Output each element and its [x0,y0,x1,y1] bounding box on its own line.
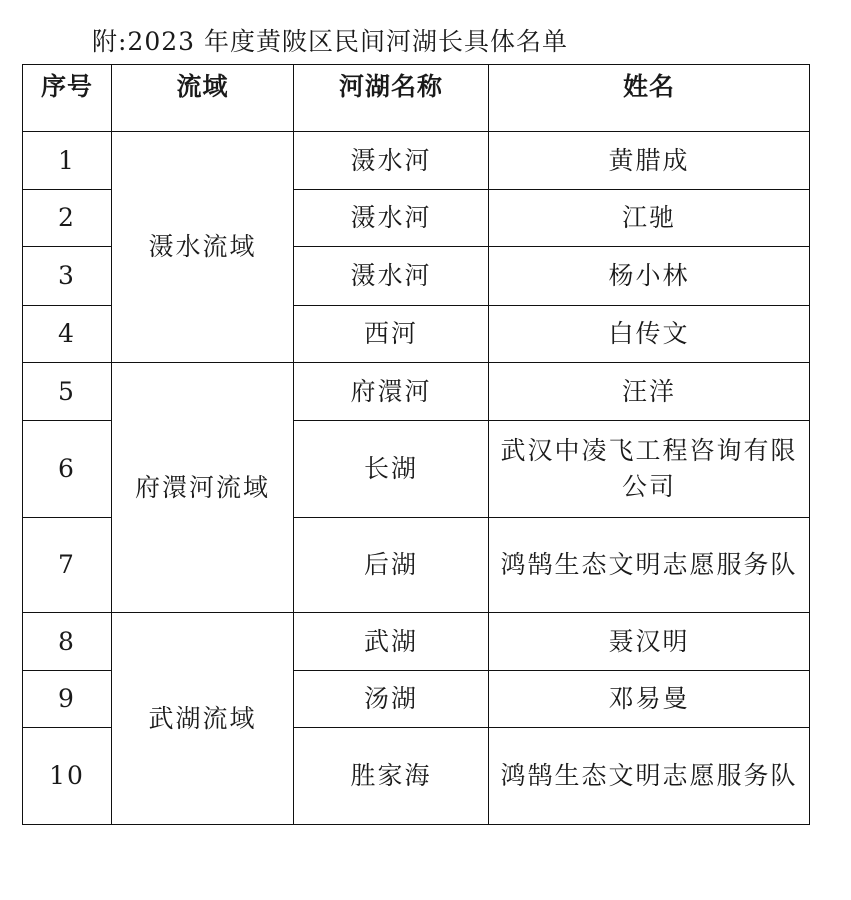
name-cell: 邓易曼 [489,671,810,728]
table-header-row [23,65,810,132]
name-cell: 杨小林 [489,247,810,306]
row-index: 3 [23,247,112,306]
river-cell: 武湖 [294,613,489,671]
name-cell: 白传文 [489,306,810,363]
name-cell: 鸿鹄生态文明志愿服务队 [489,728,810,825]
row-index: 5 [23,363,112,421]
header-river: 河湖名称 [294,65,489,132]
name-cell: 江驰 [489,190,810,247]
river-cell: 府澴河 [294,363,489,421]
row-index: 9 [23,671,112,728]
basin-cell: 滠水流域 [112,132,294,363]
basin-cell: 府澴河流域 [112,363,294,613]
table-row [23,613,810,671]
table-row [23,132,810,190]
river-cell: 滠水河 [294,247,489,306]
row-index: 2 [23,190,112,247]
document-title: 附:2023 年度黄陂区民间河湖长具体名单 [92,27,568,56]
row-index: 6 [23,421,112,518]
river-cell: 滠水河 [294,190,489,247]
header-name: 姓名 [489,65,810,132]
basin-cell: 武湖流域 [112,613,294,825]
river-cell: 长湖 [294,421,489,518]
river-cell: 西河 [294,306,489,363]
row-index: 1 [23,132,112,190]
row-index: 4 [23,306,112,363]
river-chief-table [22,64,810,825]
name-cell: 聂汉明 [489,613,810,671]
river-cell: 汤湖 [294,671,489,728]
river-cell: 胜家海 [294,728,489,825]
row-index: 7 [23,518,112,613]
row-index: 10 [23,728,112,825]
header-basin: 流域 [112,65,294,132]
name-cell: 汪洋 [489,363,810,421]
header-index: 序号 [23,65,112,132]
river-cell: 滠水河 [294,132,489,190]
name-cell: 鸿鹄生态文明志愿服务队 [489,518,810,613]
row-index: 8 [23,613,112,671]
name-cell: 黄腊成 [489,132,810,190]
river-cell: 后湖 [294,518,489,613]
table-row [23,363,810,421]
name-cell: 武汉中凌飞工程咨询有限公司 [489,421,810,518]
